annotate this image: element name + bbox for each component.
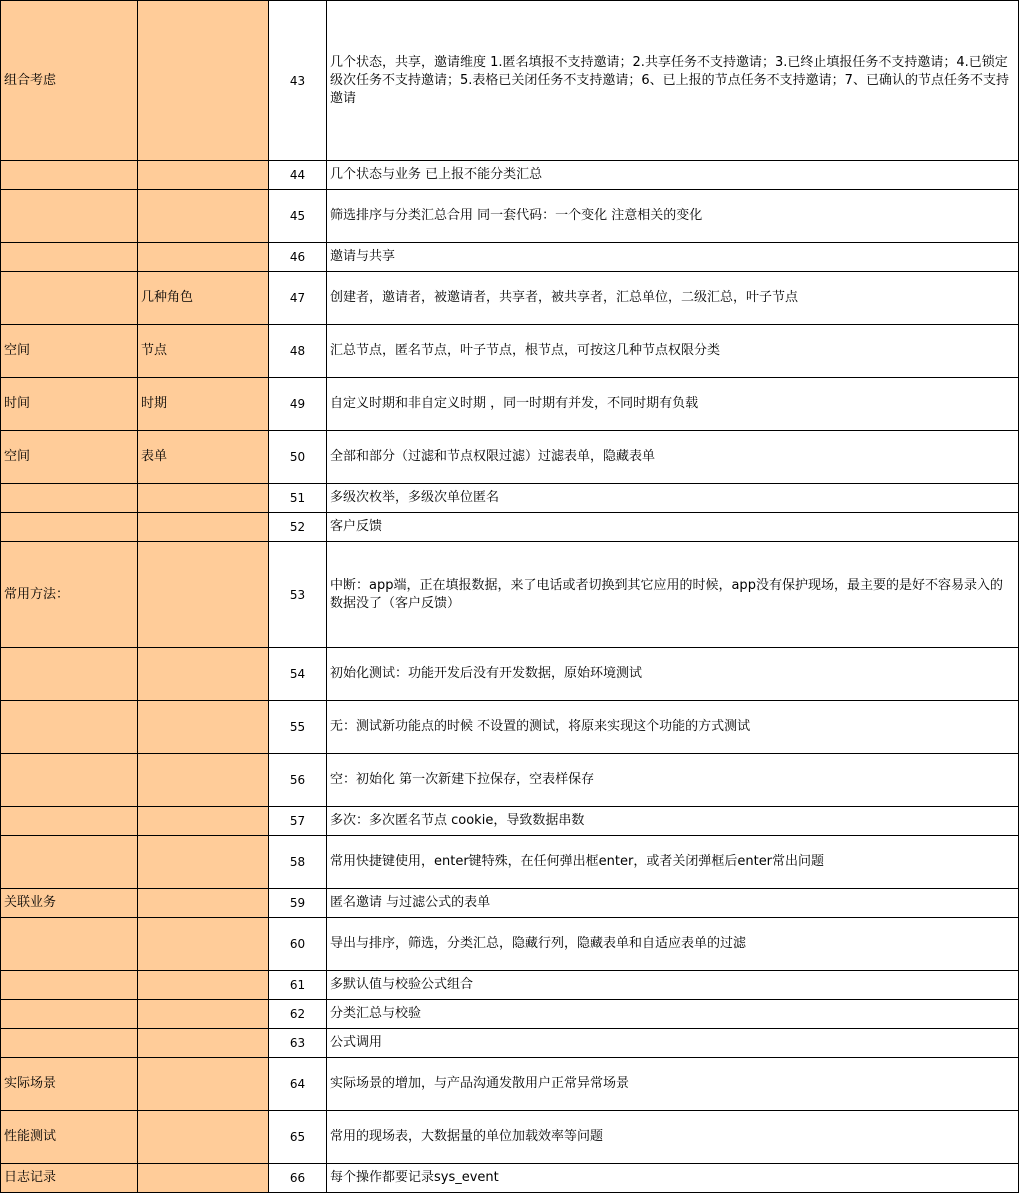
- description-cell[interactable]: 几个状态与业务 已上报不能分类汇总: [327, 161, 1019, 190]
- row-number-cell[interactable]: 49: [269, 378, 327, 431]
- description-cell[interactable]: 邀请与共享: [327, 243, 1019, 272]
- category-cell[interactable]: 日志记录: [1, 1164, 138, 1193]
- description-cell[interactable]: 空：初始化 第一次新建下拉保存，空表样保存: [327, 754, 1019, 807]
- table-row: [1, 378, 1019, 431]
- table-row: [1, 161, 1019, 190]
- row-number-cell[interactable]: 44: [269, 161, 327, 190]
- row-number-cell[interactable]: 62: [269, 1000, 327, 1029]
- category-cell[interactable]: 关联业务: [1, 889, 138, 918]
- row-number-cell[interactable]: 47: [269, 272, 327, 325]
- subcategory-cell[interactable]: [138, 1029, 269, 1058]
- category-cell[interactable]: 空间: [1, 431, 138, 484]
- row-number-cell[interactable]: 50: [269, 431, 327, 484]
- category-cell[interactable]: [1, 807, 138, 836]
- table-row: [1, 243, 1019, 272]
- subcategory-cell[interactable]: [138, 1, 269, 161]
- row-number-cell[interactable]: 60: [269, 918, 327, 971]
- description-cell[interactable]: 中断：app端，正在填报数据，来了电话或者切换到其它应用的时候，app没有保护现场，最主要的是好不容易录入的数据没了（客户反馈）: [327, 542, 1019, 648]
- row-number-cell[interactable]: 57: [269, 807, 327, 836]
- row-number-cell[interactable]: 52: [269, 513, 327, 542]
- subcategory-cell[interactable]: [138, 918, 269, 971]
- subcategory-cell[interactable]: [138, 484, 269, 513]
- table-row: [1, 648, 1019, 701]
- table-row: [1, 1029, 1019, 1058]
- category-cell[interactable]: 组合考虑: [1, 1, 138, 161]
- subcategory-cell[interactable]: [138, 701, 269, 754]
- description-cell[interactable]: 客户反馈: [327, 513, 1019, 542]
- description-cell[interactable]: 筛选排序与分类汇总合用 同一套代码：一个变化 注意相关的变化: [327, 190, 1019, 243]
- table-row: [1, 513, 1019, 542]
- table-row: [1, 190, 1019, 243]
- row-number-cell[interactable]: 55: [269, 701, 327, 754]
- subcategory-cell[interactable]: [138, 807, 269, 836]
- description-cell[interactable]: 创建者，邀请者，被邀请者，共享者，被共享者，汇总单位，二级汇总，叶子节点: [327, 272, 1019, 325]
- row-number-cell[interactable]: 59: [269, 889, 327, 918]
- subcategory-cell[interactable]: 几种角色: [138, 272, 269, 325]
- row-number-cell[interactable]: 45: [269, 190, 327, 243]
- description-cell[interactable]: 自定义时期和非自定义时期 ，同一时期有并发，不同时期有负载: [327, 378, 1019, 431]
- row-number-cell[interactable]: 61: [269, 971, 327, 1000]
- subcategory-cell[interactable]: [138, 971, 269, 1000]
- table-row: [1, 1, 1019, 161]
- description-cell[interactable]: 无：测试新功能点的时候 不设置的测试，将原来实现这个功能的方式测试: [327, 701, 1019, 754]
- table-row: [1, 1111, 1019, 1164]
- spreadsheet-body: [1, 1, 1019, 1193]
- table-row: [1, 971, 1019, 1000]
- description-cell[interactable]: 全部和部分（过滤和节点权限过滤）过滤表单，隐藏表单: [327, 431, 1019, 484]
- table-row: [1, 918, 1019, 971]
- description-cell[interactable]: 常用快捷键使用，enter键特殊，在任何弹出框enter，或者关闭弹框后enter常出问题: [327, 836, 1019, 889]
- table-row: [1, 1000, 1019, 1029]
- row-number-cell[interactable]: 53: [269, 542, 327, 648]
- subcategory-cell[interactable]: 表单: [138, 431, 269, 484]
- table-row: [1, 431, 1019, 484]
- row-number-cell[interactable]: 66: [269, 1164, 327, 1193]
- category-cell[interactable]: [1, 754, 138, 807]
- description-cell[interactable]: 汇总节点，匿名节点，叶子节点，根节点，可按这几种节点权限分类: [327, 325, 1019, 378]
- subcategory-cell[interactable]: [138, 648, 269, 701]
- description-cell[interactable]: 导出与排序，筛选，分类汇总，隐藏行列，隐藏表单和自适应表单的过滤: [327, 918, 1019, 971]
- table-row: [1, 754, 1019, 807]
- category-cell[interactable]: [1, 701, 138, 754]
- category-cell[interactable]: 时间: [1, 378, 138, 431]
- description-cell[interactable]: 多次：多次匿名节点 cookie，导致数据串数: [327, 807, 1019, 836]
- row-number-cell[interactable]: 56: [269, 754, 327, 807]
- table-row: [1, 325, 1019, 378]
- category-cell[interactable]: [1, 971, 138, 1000]
- category-cell[interactable]: 常用方法：: [1, 542, 138, 648]
- category-cell[interactable]: [1, 836, 138, 889]
- category-cell[interactable]: 性能测试: [1, 1111, 138, 1164]
- row-number-cell[interactable]: 54: [269, 648, 327, 701]
- description-cell[interactable]: 每个操作都要记录sys_event: [327, 1164, 1019, 1193]
- subcategory-cell[interactable]: [138, 1164, 269, 1193]
- category-cell[interactable]: [1, 161, 138, 190]
- subcategory-cell[interactable]: [138, 542, 269, 648]
- description-cell[interactable]: 多级次枚举，多级次单位匿名: [327, 484, 1019, 513]
- subcategory-cell[interactable]: [138, 836, 269, 889]
- category-cell[interactable]: [1, 272, 138, 325]
- description-cell[interactable]: 匿名邀请 与过滤公式的表单: [327, 889, 1019, 918]
- category-cell[interactable]: [1, 243, 138, 272]
- category-cell[interactable]: [1, 1000, 138, 1029]
- description-cell[interactable]: 初始化测试：功能开发后没有开发数据，原始环境测试: [327, 648, 1019, 701]
- description-cell[interactable]: 几个状态，共享，邀请维度 1.匿名填报不支持邀请；2.共享任务不支持邀请；3.已终止填报任务不支持邀请；4.已锁定级次任务不支持邀请；5.表格已关闭任务不支持邀请；6、已上报的节点任务不支持邀请；7、已确认的节点任务不支持邀请: [327, 1, 1019, 161]
- category-cell[interactable]: [1, 918, 138, 971]
- table-row: [1, 807, 1019, 836]
- subcategory-cell[interactable]: [138, 1000, 269, 1029]
- description-cell[interactable]: 实际场景的增加，与产品沟通发散用户正常异常场景: [327, 1058, 1019, 1111]
- subcategory-cell[interactable]: [138, 243, 269, 272]
- description-cell[interactable]: 常用的现场表，大数据量的单位加载效率等问题: [327, 1111, 1019, 1164]
- subcategory-cell[interactable]: [138, 1111, 269, 1164]
- subcategory-cell[interactable]: [138, 513, 269, 542]
- subcategory-cell[interactable]: [138, 161, 269, 190]
- category-cell[interactable]: [1, 1029, 138, 1058]
- row-number-cell[interactable]: 43: [269, 1, 327, 161]
- table-row: [1, 484, 1019, 513]
- table-row: [1, 701, 1019, 754]
- table-row: [1, 542, 1019, 648]
- row-number-cell[interactable]: 64: [269, 1058, 327, 1111]
- category-cell[interactable]: [1, 484, 138, 513]
- table-row: [1, 1058, 1019, 1111]
- description-cell[interactable]: 分类汇总与校验: [327, 1000, 1019, 1029]
- subcategory-cell[interactable]: 时期: [138, 378, 269, 431]
- description-cell[interactable]: 多默认值与校验公式组合: [327, 971, 1019, 1000]
- table-row: [1, 1164, 1019, 1193]
- table-row: [1, 889, 1019, 918]
- category-cell[interactable]: [1, 513, 138, 542]
- row-number-cell[interactable]: 65: [269, 1111, 327, 1164]
- row-number-cell[interactable]: 46: [269, 243, 327, 272]
- subcategory-cell[interactable]: [138, 889, 269, 918]
- subcategory-cell[interactable]: [138, 1058, 269, 1111]
- table-row: [1, 272, 1019, 325]
- row-number-cell[interactable]: 58: [269, 836, 327, 889]
- row-number-cell[interactable]: 63: [269, 1029, 327, 1058]
- category-cell[interactable]: [1, 190, 138, 243]
- category-cell[interactable]: 空间: [1, 325, 138, 378]
- description-cell[interactable]: 公式调用: [327, 1029, 1019, 1058]
- table-row: [1, 836, 1019, 889]
- subcategory-cell[interactable]: [138, 754, 269, 807]
- subcategory-cell[interactable]: [138, 190, 269, 243]
- category-cell[interactable]: [1, 648, 138, 701]
- category-cell[interactable]: 实际场景: [1, 1058, 138, 1111]
- row-number-cell[interactable]: 51: [269, 484, 327, 513]
- subcategory-cell[interactable]: 节点: [138, 325, 269, 378]
- row-number-cell[interactable]: 48: [269, 325, 327, 378]
